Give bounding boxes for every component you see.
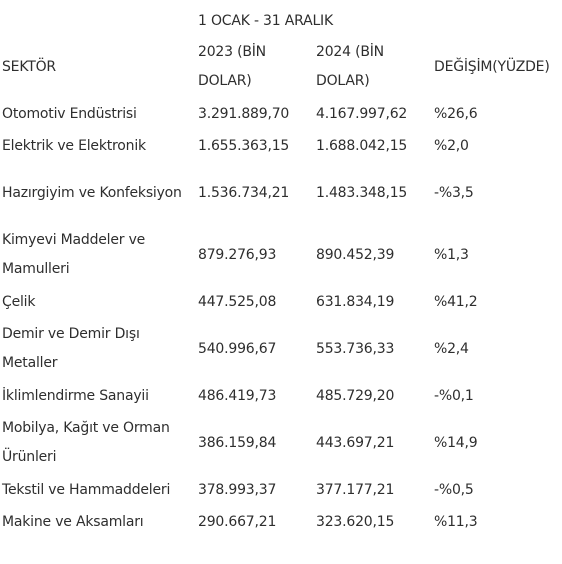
sector-cell: Demir ve Demir Dışı Metaller — [2, 326, 140, 371]
change-cell: %11,3 — [434, 513, 478, 530]
table-row — [2, 318, 562, 380]
change-cell: %2,4 — [434, 340, 469, 357]
value-2024-cell: 443.697,21 — [316, 434, 395, 451]
value-2024-cell: 631.834,19 — [316, 293, 395, 310]
header-2023: 2023 (BİN DOLAR) — [198, 44, 266, 89]
value-2024-cell: 1.688.042,15 — [316, 137, 408, 154]
table-row — [2, 286, 562, 318]
table-row — [2, 474, 562, 506]
value-2023-cell: 447.525,08 — [198, 293, 277, 310]
value-2023-cell: 290.667,21 — [198, 513, 277, 530]
value-2023-cell: 486.419,73 — [198, 387, 277, 404]
value-2024-cell: 890.452,39 — [316, 246, 395, 263]
change-cell: %14,9 — [434, 434, 478, 451]
value-2023-cell: 378.993,37 — [198, 481, 277, 498]
sector-cell: Elektrik ve Elektronik — [2, 137, 146, 154]
table-row — [2, 162, 562, 224]
table-row — [2, 98, 562, 130]
period-spacer — [2, 6, 198, 36]
value-2024-cell: 485.729,20 — [316, 387, 395, 404]
header-change: DEĞİŞİM(YÜZDE) — [434, 58, 550, 75]
change-cell: %2,0 — [434, 137, 469, 154]
table-row — [2, 224, 562, 286]
value-2024-cell: 377.177,21 — [316, 481, 395, 498]
table-row — [2, 412, 562, 474]
table-row — [2, 130, 562, 162]
value-2024-cell: 323.620,15 — [316, 513, 395, 530]
change-cell: %1,3 — [434, 246, 469, 263]
header-2024: 2024 (BİN DOLAR) — [316, 44, 384, 89]
sector-cell: Mobilya, Kağıt ve Orman Ürünleri — [2, 420, 170, 465]
value-2023-cell: 3.291.889,70 — [198, 105, 290, 122]
export-table — [2, 6, 562, 538]
table-row — [2, 380, 562, 412]
change-cell: %26,6 — [434, 105, 478, 122]
value-2024-cell: 553.736,33 — [316, 340, 395, 357]
value-2023-cell: 879.276,93 — [198, 246, 277, 263]
value-2024-cell: 4.167.997,62 — [316, 105, 408, 122]
change-cell: -%0,1 — [434, 387, 474, 404]
header-sector: SEKTÖR — [2, 58, 56, 75]
sector-cell: Makine ve Aksamları — [2, 513, 144, 530]
change-cell: -%0,5 — [434, 481, 474, 498]
period-row — [2, 6, 562, 36]
change-cell: -%3,5 — [434, 184, 474, 201]
sector-cell: Tekstil ve Hammaddeleri — [2, 481, 171, 498]
value-2023-cell: 386.159,84 — [198, 434, 277, 451]
sector-cell: Hazırgiyim ve Konfeksiyon — [2, 184, 182, 201]
value-2024-cell: 1.483.348,15 — [316, 184, 408, 201]
value-2023-cell: 540.996,67 — [198, 340, 277, 357]
header-row — [2, 36, 562, 98]
period-label: 1 OCAK - 31 ARALIK — [198, 12, 333, 29]
sector-cell: Otomotiv Endüstrisi — [2, 105, 137, 122]
sector-cell: Çelik — [2, 293, 36, 310]
table-row — [2, 506, 562, 538]
sector-cell: Kimyevi Maddeler ve Mamulleri — [2, 232, 146, 277]
change-cell: %41,2 — [434, 293, 478, 310]
value-2023-cell: 1.655.363,15 — [198, 137, 290, 154]
sector-cell: İklimlendirme Sanayii — [2, 387, 149, 404]
value-2023-cell: 1.536.734,21 — [198, 184, 290, 201]
